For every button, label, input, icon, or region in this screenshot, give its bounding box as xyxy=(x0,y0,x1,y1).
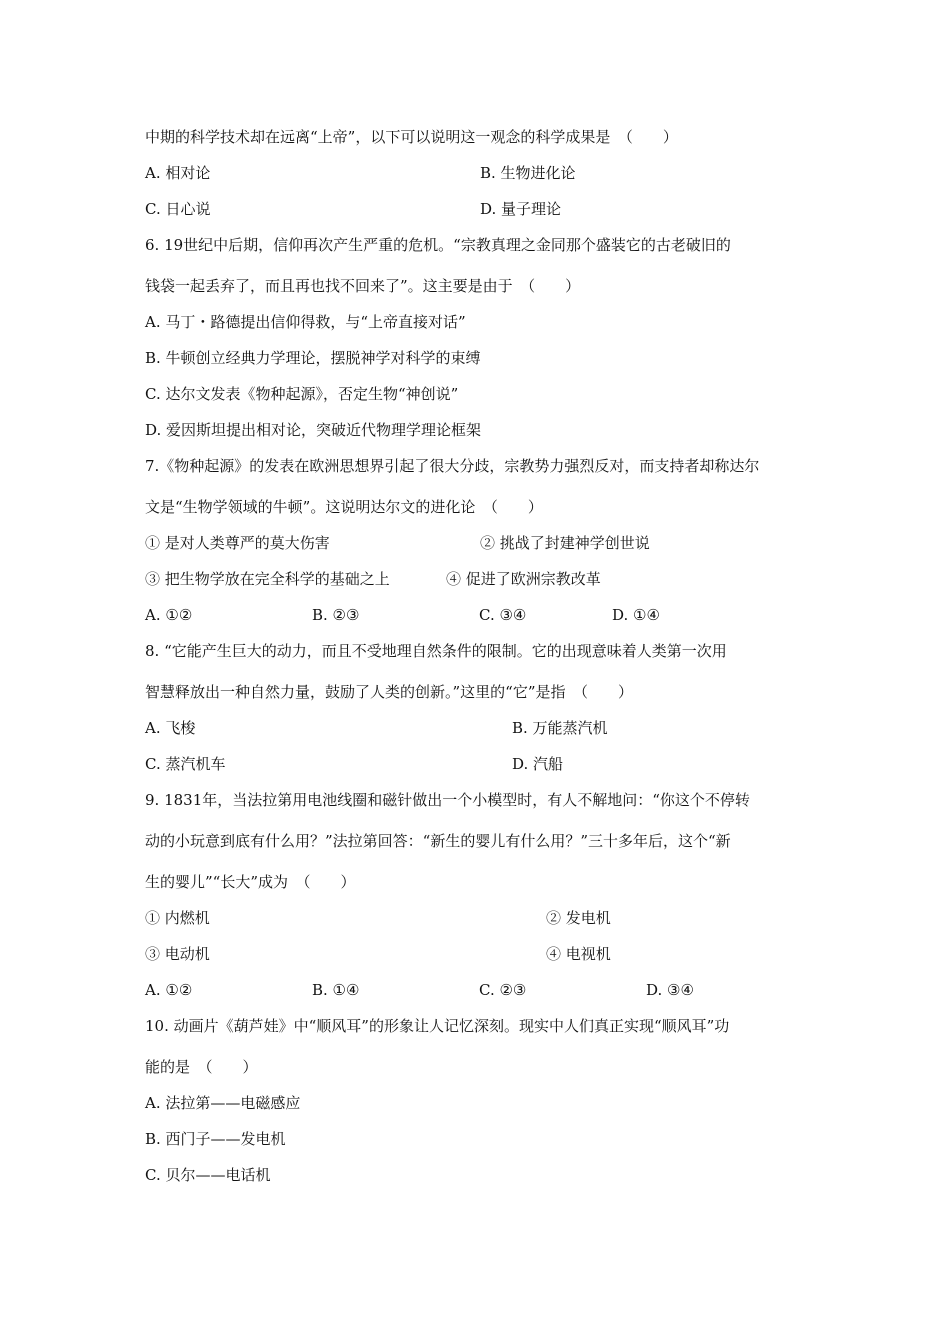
q6-option-d: D. 爱因斯坦提出相对论，突破近代物理学理论框架 xyxy=(145,421,482,439)
q8-stem-line-2: 智慧释放出一种自然力量，鼓励了人类的创新。”这里的“它”是指 （ ） xyxy=(145,683,634,701)
q7-option-a: A. ①② xyxy=(145,606,193,624)
q6-option-c: C. 达尔文发表《物种起源》，否定生物“神创说” xyxy=(145,385,459,403)
q7-item-2: ② 挑战了封建神学创世说 xyxy=(480,534,650,552)
q10-stem-line-2: 能的是 （ ） xyxy=(145,1058,258,1076)
q9-item-3: ③ 电动机 xyxy=(145,945,210,963)
q10-option-c: C. 贝尔——电话机 xyxy=(145,1166,271,1184)
q7-option-b: B. ②③ xyxy=(312,606,360,624)
q9-stem-line-2: 动的小玩意到底有什么用？”法拉第回答：“新生的婴儿有什么用？”三十多年后，这个“新 xyxy=(145,832,731,850)
q9-option-d: D. ③④ xyxy=(646,981,694,999)
q8-option-d: D. 汽船 xyxy=(512,755,564,773)
q8-option-a: A. 飞梭 xyxy=(145,719,196,737)
q5-stem: 中期的科学技术却在远离“上帝”，以下可以说明这一观念的科学成果是 （ ） xyxy=(145,128,678,146)
q9-stem-line-1: 9. 1831年，当法拉第用电池线圈和磁针做出一个小模型时，有人不解地问：“你这个不停转 xyxy=(145,791,750,809)
q10-stem-line-1: 10. 动画片《葫芦娃》中“顺风耳”的形象让人记忆深刻。现实中人们真正实现“顺风耳”功 xyxy=(145,1017,730,1035)
q9-option-c: C. ②③ xyxy=(479,981,527,999)
q7-stem-line-2: 文是“生物学领域的牛顿”。这说明达尔文的进化论 （ ） xyxy=(145,498,543,516)
q5-option-d: D. 量子理论 xyxy=(480,200,562,218)
q7-stem-line-1: 7.《物种起源》的发表在欧洲思想界引起了很大分歧，宗教势力强烈反对，而支持者却称达尔 xyxy=(145,457,760,475)
q5-option-b: B. 生物进化论 xyxy=(480,164,576,182)
q7-option-c: C. ③④ xyxy=(479,606,527,624)
q9-item-4: ④ 电视机 xyxy=(546,945,611,963)
q7-option-d: D. ①④ xyxy=(612,606,660,624)
q8-stem-line-1: 8. “它能产生巨大的动力，而且不受地理自然条件的限制。它的出现意味着人类第一次用 xyxy=(145,642,727,660)
q5-option-a: A. 相对论 xyxy=(145,164,211,182)
q8-option-b: B. 万能蒸汽机 xyxy=(512,719,608,737)
q10-option-a: A. 法拉第——电磁感应 xyxy=(145,1094,301,1112)
q7-item-3: ③ 把生物学放在完全科学的基础之上 xyxy=(145,570,390,588)
q9-stem-line-3: 生的婴儿”“长大”成为 （ ） xyxy=(145,873,356,891)
q6-stem-line-1: 6. 19世纪中后期，信仰再次产生严重的危机。“宗教真理之金同那个盛装它的古老破旧的 xyxy=(145,236,731,254)
q7-item-4: ④ 促进了欧洲宗教改革 xyxy=(446,570,601,588)
q6-option-a: A. 马丁・路德提出信仰得救，与“上帝直接对话” xyxy=(145,313,466,331)
q9-option-a: A. ①② xyxy=(145,981,193,999)
q6-option-b: B. 牛顿创立经典力学理论，摆脱神学对科学的束缚 xyxy=(145,349,481,367)
q9-item-1: ① 内燃机 xyxy=(145,909,210,927)
q9-item-2: ② 发电机 xyxy=(546,909,611,927)
q7-item-1: ① 是对人类尊严的莫大伤害 xyxy=(145,534,330,552)
q9-option-b: B. ①④ xyxy=(312,981,360,999)
q5-option-c: C. 日心说 xyxy=(145,200,211,218)
q10-option-b: B. 西门子——发电机 xyxy=(145,1130,286,1148)
q6-stem-line-2: 钱袋一起丢弃了，而且再也找不回来了”。这主要是由于 （ ） xyxy=(145,277,581,295)
q8-option-c: C. 蒸汽机车 xyxy=(145,755,226,773)
